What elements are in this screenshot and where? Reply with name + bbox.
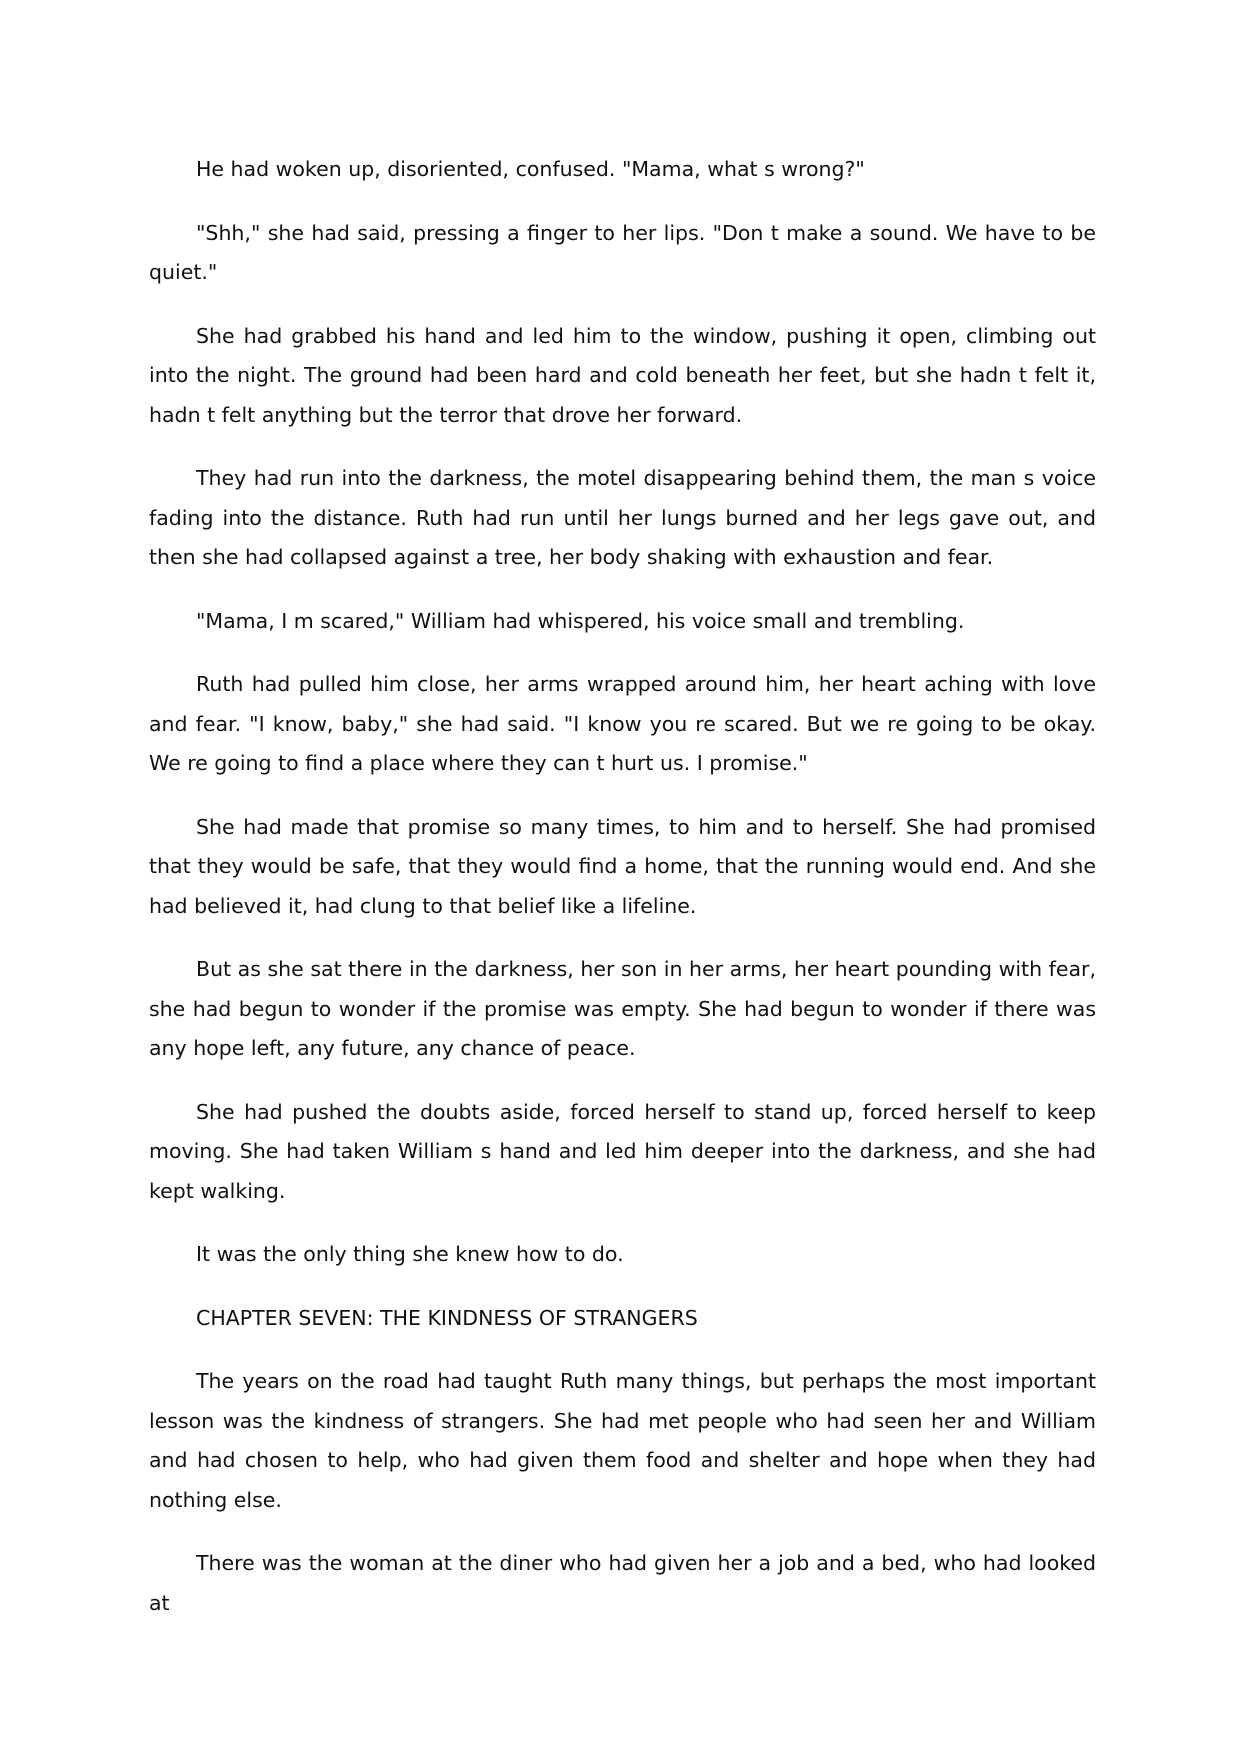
paragraph: It was the only thing she knew how to do. [196,1242,624,1266]
paragraph: They had run into the darkness, the motel disappearing behind them, the man s voice fading into the distance. Ruth had run until her lungs burned and her legs gave out, and then she had collapsed against a tree, her body shaking with exhaustion and fear. [149,466,1096,569]
paragraph: The years on the road had taught Ruth many things, but perhaps the most important lesson was the kindness of strangers. She had met people who had seen her and William and had chosen to help, who had given them food and shelter and hope when they had nothing else. [149,1369,1096,1512]
paragraph: She had made that promise so many times, to him and to herself. She had promised that they would be safe, that they would find a home, that the running would end. And she had believed it, had clung to that belief like a lifeline. [149,814,1096,918]
paragraph: "Shh," she had said, pressing a finger to her lips. "Don t make a sound. We have to be quiet." [149,220,1096,284]
paragraph: But as she sat there in the darkness, her son in her arms, her heart pounding with fear, she had begun to wonder if the promise was empty. She had begun to wonder if there was any hope left, any future, any chance of peace. [149,957,1096,1060]
paragraph: There was the woman at the diner who had given her a job and a bed, who had looked at [149,1551,1096,1615]
paragraph: Ruth had pulled him close, her arms wrapped around him, her heart aching with love and fear. "I know, baby," she had said. "I know you re scared. But we re going to be okay. We re going to find a place where they can t hurt us. I promise." [149,672,1096,775]
body-text [149,150,1096,1647]
paragraph: She had pushed the doubts aside, forced herself to stand up, forced herself to keep moving. She had taken William s hand and led him deeper into the darkness, and she had kept walking. [149,1099,1096,1203]
paragraph: He had woken up, disoriented, confused. "Mama, what s wrong?" [196,157,865,181]
chapter-heading: CHAPTER SEVEN: THE KINDNESS OF STRANGERS [196,1305,698,1330]
paragraph: She had grabbed his hand and led him to the window, pushing it open, climbing out into the night. The ground had been hard and cold beneath her feet, but she hadn t felt it, hadn t felt anything but the terror that drove her forward. [149,323,1096,427]
paragraph: "Mama, I m scared," William had whispered, his voice small and trembling. [196,608,965,633]
